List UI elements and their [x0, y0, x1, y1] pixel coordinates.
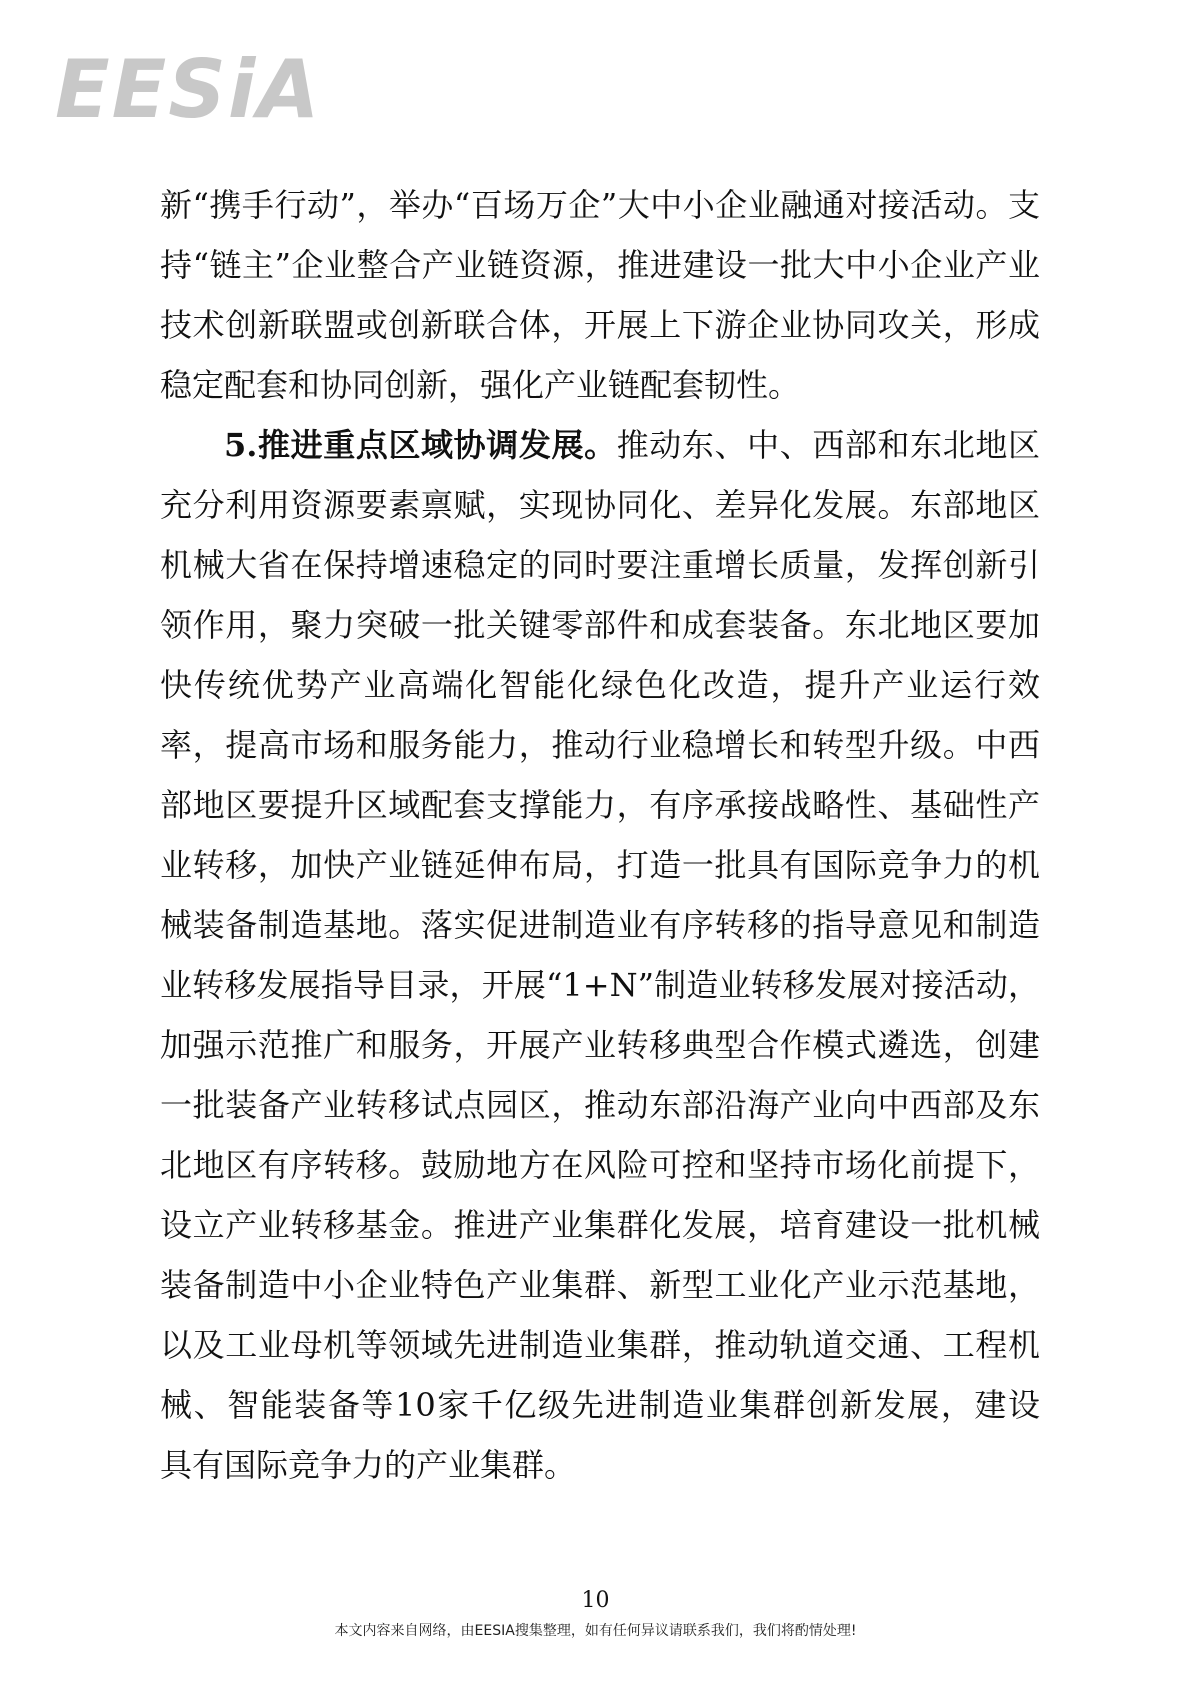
text-line: 率，提高市场和服务能力，推动行业稳增长和转型升级。中西	[160, 726, 1040, 764]
text-line: 技术创新联盟或创新联合体，开展上下游企业协同攻关，形成	[160, 306, 1040, 344]
footer-disclaimer: 本文内容来自网络，由EESIA搜集整理，如有任何异议请联系我们，我们将酌情处理!	[334, 1623, 857, 1639]
text-line: 北地区有序转移。鼓励地方在风险可控和坚持市场化前提下，	[160, 1146, 1040, 1184]
text-line: 稳定配套和协同创新，强化产业链配套韧性。	[160, 366, 801, 404]
text-line: 业转移发展指导目录，开展“1+N”制造业转移发展对接活动，	[160, 966, 1040, 1004]
text-line: 持“链主”企业整合产业链资源，推进建设一批大中小企业产业	[160, 246, 1040, 284]
text-line: 以及工业母机等领域先进制造业集群，推动轨道交通、工程机	[160, 1326, 1040, 1364]
text-line: 一批装备产业转移试点园区，推动东部沿海产业向中西部及东	[160, 1086, 1040, 1124]
text-line: 械装备制造基地。落实促进制造业有序转移的指导意见和制造	[160, 906, 1040, 944]
paragraph-continuation	[160, 175, 1040, 415]
text-line: 具有国际竞争力的产业集群。	[160, 1446, 577, 1484]
text-line: 业转移，加快产业链延伸布局，打造一批具有国际竞争力的机	[160, 846, 1040, 884]
section-heading: 5.推进重点区域协调发展。	[224, 426, 617, 464]
text-line: 快传统优势产业高端化智能化绿色化改造，提升产业运行效	[160, 666, 1040, 704]
text-line: 装备制造中小企业特色产业集群、新型工业化产业示范基地，	[160, 1266, 1040, 1304]
text-line: 机械大省在保持增速稳定的同时要注重增长质量，发挥创新引	[160, 546, 1040, 584]
eesia-logo: EESiA	[55, 43, 322, 136]
text-line: 加强示范推广和服务，开展产业转移典型合作模式遴选，创建	[160, 1026, 1040, 1064]
text-line: 部地区要提升区域配套支撑能力，有序承接战略性、基础性产	[160, 786, 1040, 824]
text-span: 推动东、中、西部和东北地区	[616, 426, 1040, 464]
text-line: 充分利用资源要素禀赋，实现协同化、差异化发展。东部地区	[160, 486, 1040, 524]
text-line: 领作用，聚力突破一批关键零部件和成套装备。东北地区要加	[160, 606, 1040, 644]
paragraph-regional-development	[160, 415, 1040, 1495]
page-number: 10	[581, 1588, 610, 1613]
document-body	[160, 175, 1040, 1495]
text-line: 械、智能装备等10家千亿级先进制造业集群创新发展，建设	[160, 1386, 1040, 1424]
text-line: 新“携手行动”，举办“百场万企”大中小企业融通对接活动。支	[160, 186, 1040, 224]
text-line	[160, 415, 1040, 475]
text-line: 设立产业转移基金。推进产业集群化发展，培育建设一批机械	[160, 1206, 1040, 1244]
